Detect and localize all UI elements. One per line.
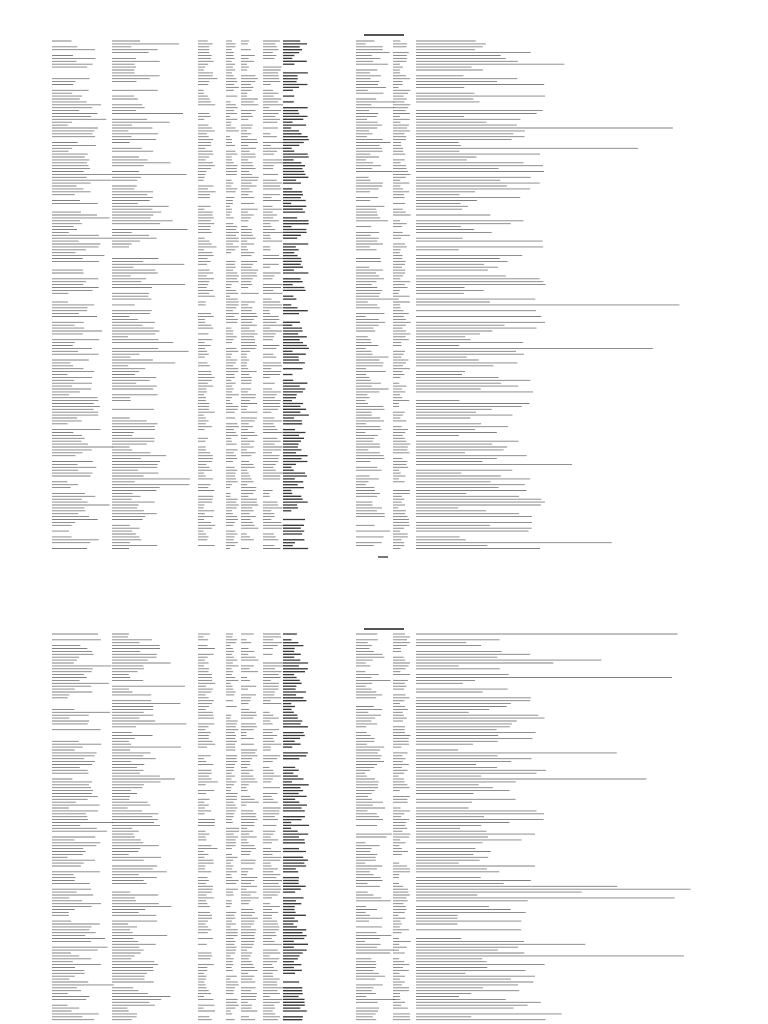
page-footer — [378, 556, 388, 558]
data-table — [0, 618, 768, 1024]
document-page — [0, 618, 768, 1024]
